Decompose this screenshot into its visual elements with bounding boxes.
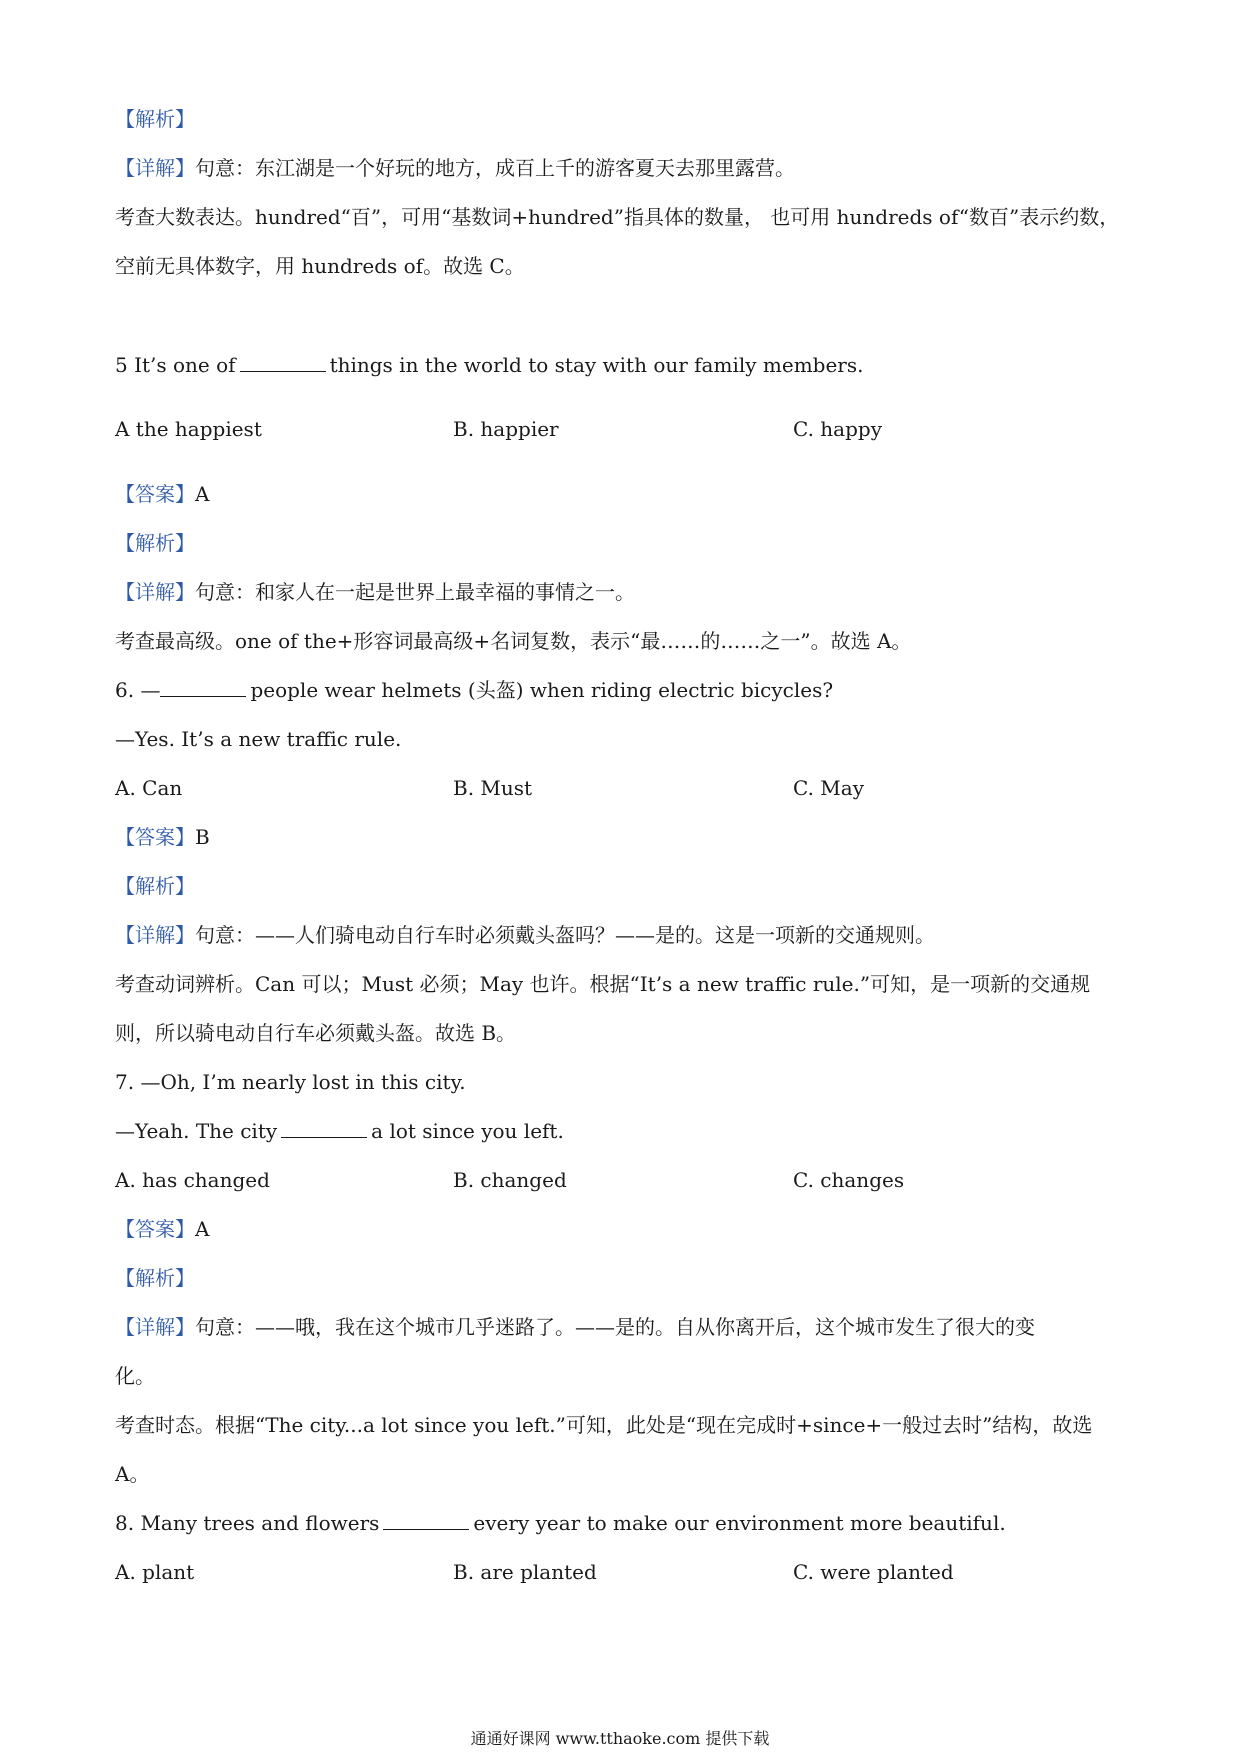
q6-detail: 句意：——人们骑电动自行车时必须戴头盔吗？——是的。这是一项新的交通规则。 [195,923,935,947]
q5-answer-line [115,481,209,507]
answer-blank [383,1511,469,1530]
answer-blank [160,678,246,697]
q8-stem [115,1510,1006,1536]
q5-answer: A [195,482,210,506]
q5-explain-1: 考查最高级。one of the+形容词最高级+名词复数，表示“最……的……之一”。故选 A。 [115,629,912,653]
detail-tag: 【详解】 [115,156,195,180]
q6-stem-after: people wear helmets (头盔) when riding electric bicycles? [250,678,834,702]
answer-tag: 【答案】 [115,482,195,506]
q5-option-a: A the happiest [115,417,262,441]
q7-reply-before: —Yeah. The city [115,1119,278,1143]
q7-explain-2: A。 [115,1462,150,1486]
q8-stem-before: 8. Many trees and flowers [115,1511,380,1535]
q7-reply-after: a lot since you left. [371,1119,564,1143]
answer-tag: 【答案】 [115,825,195,849]
detail-tag: 【详解】 [115,580,195,604]
q4-explain-1: 考查大数表达。hundred“百”，可用“基数词+hundred”指具体的数量， 也可用 hundreds of“数百”表示约数， [115,205,1120,229]
detail-line [115,155,795,181]
analysis-tag: 【解析】 [115,107,195,131]
q5-detail: 句意：和家人在一起是世界上最幸福的事情之一。 [195,580,635,604]
q7-detail-2: 化。 [115,1364,155,1388]
q6-reply: —Yes. It’s a new traffic rule. [115,727,402,751]
q7-option-c: C. changes [793,1168,905,1192]
q5-option-b: B. happier [453,417,559,441]
answer-tag: 【答案】 [115,1217,195,1241]
q6-explain-1: 考查动词辨析。Can 可以；Must 必须；May 也许。根据“It’s a new traffic rule.”可知，是一项新的交通规 [115,972,1091,996]
answer-blank [240,353,326,372]
q7-answer: A [195,1217,210,1241]
q6-option-b: B. Must [453,776,533,800]
q5-option-c: C. happy [793,417,883,441]
q5-stem-before: 5 It’s one of [115,353,236,377]
analysis-tag: 【解析】 [115,1266,195,1290]
q6-stem [115,677,833,703]
q6-answer-line [115,824,210,850]
analysis-tag: 【解析】 [115,531,195,555]
detail-line [115,922,935,948]
q7-answer-line [115,1216,209,1242]
q7-option-b: B. changed [453,1168,567,1192]
q6-answer: B [195,825,210,849]
analysis-tag: 【解析】 [115,874,195,898]
detail-tag: 【详解】 [115,923,195,947]
q6-option-c: C. May [793,776,865,800]
answer-blank [281,1119,367,1138]
q5-stem-after: things in the world to stay with our family members. [329,353,864,377]
q6-stem-before: 6. — [115,678,161,702]
q7-stem: 7. —Oh, I’m nearly lost in this city. [115,1070,466,1094]
q7-detail-1: 句意：——哦，我在这个城市几乎迷路了。——是的。自从你离开后，这个城市发生了很大的变 [195,1315,1035,1339]
q7-explain-1: 考查时态。根据“The city...a lot since you left.”可知，此处是“现在完成时+since+一般过去时”结构，故选 [115,1413,1093,1437]
q8-stem-after: every year to make our environment more beautiful. [473,1511,1006,1535]
q8-option-a: A. plant [115,1560,195,1584]
q8-option-c: C. were planted [793,1560,954,1584]
q8-option-b: B. are planted [453,1560,597,1584]
detail-line [115,1314,1035,1340]
q7-option-a: A. has changed [115,1168,270,1192]
q7-reply [115,1118,564,1144]
q6-explain-2: 则，所以骑电动自行车必须戴头盔。故选 B。 [115,1021,517,1045]
detail-tag: 【详解】 [115,1315,195,1339]
page-footer: 通通好课网 www.tthaoke.com 提供下载 [470,1729,770,1748]
detail-line [115,579,635,605]
q4-detail: 句意：东江湖是一个好玩的地方，成百上千的游客夏天去那里露营。 [195,156,795,180]
q6-option-a: A. Can [115,776,183,800]
q5-stem [115,352,863,378]
q4-explain-2: 空前无具体数字，用 hundreds of。故选 C。 [115,254,525,278]
